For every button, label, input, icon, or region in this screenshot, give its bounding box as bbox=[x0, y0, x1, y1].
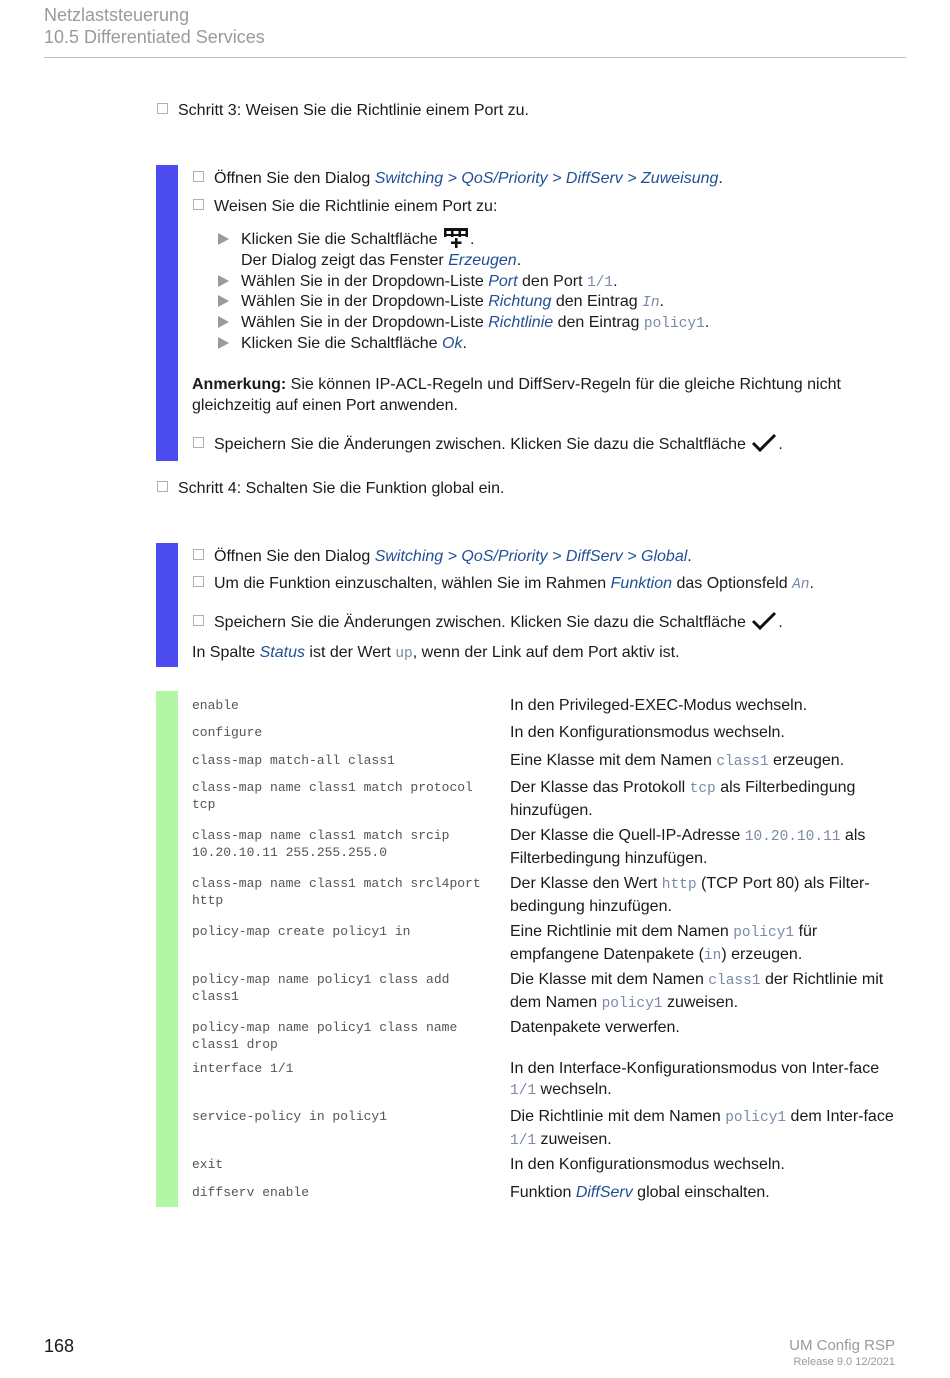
cli-cmd: configure bbox=[192, 725, 263, 740]
cli-cmd: policy-map create policy1 in bbox=[192, 924, 411, 939]
page-number: 168 bbox=[44, 1336, 75, 1356]
cli-desc: Datenpakete verwerfen. bbox=[510, 1019, 680, 1036]
cli-cmd: enable bbox=[192, 698, 239, 713]
dialog-path: Switching > QoS/Priority > DiffServ > Global bbox=[374, 548, 688, 565]
checkbox-icon bbox=[193, 171, 204, 182]
step3-assign-intro: Weisen Sie die Richtlinie einem Port zu: bbox=[193, 196, 497, 217]
cli-bar bbox=[156, 691, 178, 1207]
triangle-bullet-icon bbox=[218, 295, 229, 307]
cli-cmd: interface 1/1 bbox=[192, 1061, 294, 1076]
step4-open-dialog: Öffnen Sie den Dialog Switching > QoS/Priority > DiffServ > Global. bbox=[193, 546, 692, 567]
header-rule bbox=[44, 57, 906, 58]
cli-desc: In den Interface-Konfigurationsmodus von Inter-face 1/1 wechseln. bbox=[510, 1060, 880, 1099]
cli-cmd: exit bbox=[192, 1157, 224, 1172]
cli-desc: Die Klasse mit dem Namen class1 der Richtlinie mit dem Namen policy1 zuweisen. bbox=[510, 971, 884, 1012]
section-title: 10.5 Differentiated Services bbox=[44, 27, 265, 47]
window-name: Erzeugen bbox=[448, 252, 517, 269]
step3-open-dialog: Öffnen Sie den Dialog Switching > QoS/Priority > DiffServ > Zuweisung. bbox=[193, 168, 723, 189]
checkmark-icon bbox=[750, 433, 778, 453]
cli-desc: Die Richtlinie mit dem Namen policy1 dem Inter-face 1/1 zuweisen. bbox=[510, 1108, 894, 1149]
cli-desc: Der Klasse das Protokoll tcp als Filterbedingung hinzufügen. bbox=[510, 779, 856, 819]
cli-cmd: policy-map name policy1 class name class1 drop bbox=[192, 1020, 458, 1052]
step4-title: Schritt 4: Schalten Sie die Funktion global ein. bbox=[157, 479, 504, 499]
checkbox-icon bbox=[193, 549, 204, 560]
cli-desc: In den Konfigurationsmodus wechseln. bbox=[510, 1156, 785, 1173]
action-bar-step3 bbox=[156, 165, 178, 461]
cli-desc: In den Privileged-EXEC-Modus wechseln. bbox=[510, 697, 808, 714]
cli-desc: In den Konfigurationsmodus wechseln. bbox=[510, 724, 785, 741]
checkbox-icon bbox=[157, 481, 168, 492]
cli-cmd: class-map name class1 match srcip 10.20.10.11 255.255.255.0 bbox=[192, 828, 450, 860]
step4-status: In Spalte Status ist der Wert up, wenn der Link auf dem Port aktiv ist. bbox=[192, 644, 680, 662]
cli-desc: Eine Richtlinie mit dem Namen policy1 für empfangene Datenpakete (in) erzeugen. bbox=[510, 923, 818, 964]
checkbox-icon bbox=[193, 437, 204, 448]
step3-sub1-line2: Der Dialog zeigt das Fenster Erzeugen. bbox=[241, 252, 522, 269]
step3-title: Schritt 3: Weisen Sie die Richtlinie einem Port zu. bbox=[157, 101, 529, 121]
cli-cmd: class-map name class1 match srcl4port http bbox=[192, 876, 481, 908]
checkmark-icon bbox=[750, 611, 778, 631]
cli-desc: Eine Klasse mit dem Namen class1 erzeugen. bbox=[510, 752, 845, 770]
note: Anmerkung: Sie können IP-ACL-Regeln und DiffServ-Regeln für die gleiche Richtung nicht gleichzeitig auf einen Port anwenden. bbox=[192, 376, 841, 414]
cli-cmd: class-map match-all class1 bbox=[192, 753, 395, 768]
triangle-bullet-icon bbox=[218, 233, 229, 245]
action-bar-step4 bbox=[156, 543, 178, 667]
cli-desc: Der Klasse den Wert http (TCP Port 80) als Filter-bedingung hinzufügen. bbox=[510, 875, 870, 915]
step4-enable: Um die Funktion einzuschalten, wählen Sie im Rahmen Funktion das Optionsfeld An. bbox=[193, 573, 814, 596]
step3-save: Speichern Sie die Änderungen zwischen. Klicken Sie dazu die Schaltfläche . bbox=[193, 433, 783, 455]
step3-sub4: Wählen Sie in der Dropdown-Liste Richtlinie den Eintrag policy1. bbox=[218, 312, 709, 335]
chapter-title: Netzlaststeuerung bbox=[44, 5, 190, 25]
triangle-bullet-icon bbox=[218, 337, 229, 349]
checkbox-icon bbox=[193, 615, 204, 626]
checkbox-icon bbox=[193, 576, 204, 587]
cli-cmd: service-policy in policy1 bbox=[192, 1109, 388, 1124]
cli-cmd: diffserv enable bbox=[192, 1185, 310, 1200]
step3-sub1: Klicken Sie die Schaltfläche . bbox=[218, 226, 474, 250]
checkbox-icon bbox=[157, 103, 168, 114]
triangle-bullet-icon bbox=[218, 316, 229, 328]
step3-sub5: Klicken Sie die Schaltfläche Ok. bbox=[218, 333, 467, 354]
cli-cmd: policy-map name policy1 class add class1 bbox=[192, 972, 450, 1004]
cli-cmd: class-map name class1 match protocol tcp bbox=[192, 780, 473, 812]
cli-desc: Funktion DiffServ global einschalten. bbox=[510, 1184, 770, 1201]
checkbox-icon bbox=[193, 199, 204, 210]
step3-sub3: Wählen Sie in der Dropdown-Liste Richtung den Eintrag In. bbox=[218, 291, 664, 314]
release-info: Release 9.0 12/2021 bbox=[793, 1356, 895, 1368]
step3-sub2: Wählen Sie in der Dropdown-Liste Port den Port 1/1. bbox=[218, 271, 618, 294]
dialog-path: Switching > QoS/Priority > DiffServ > Zuweisung bbox=[374, 170, 719, 187]
cli-desc: Der Klasse die Quell-IP-Adresse 10.20.10.11 als Filterbedingung hinzufügen. bbox=[510, 827, 866, 867]
step4-save: Speichern Sie die Änderungen zwischen. Klicken Sie dazu die Schaltfläche . bbox=[193, 611, 783, 633]
doc-title: UM Config RSP bbox=[789, 1337, 895, 1354]
triangle-bullet-icon bbox=[218, 275, 229, 287]
add-table-icon bbox=[442, 226, 470, 248]
